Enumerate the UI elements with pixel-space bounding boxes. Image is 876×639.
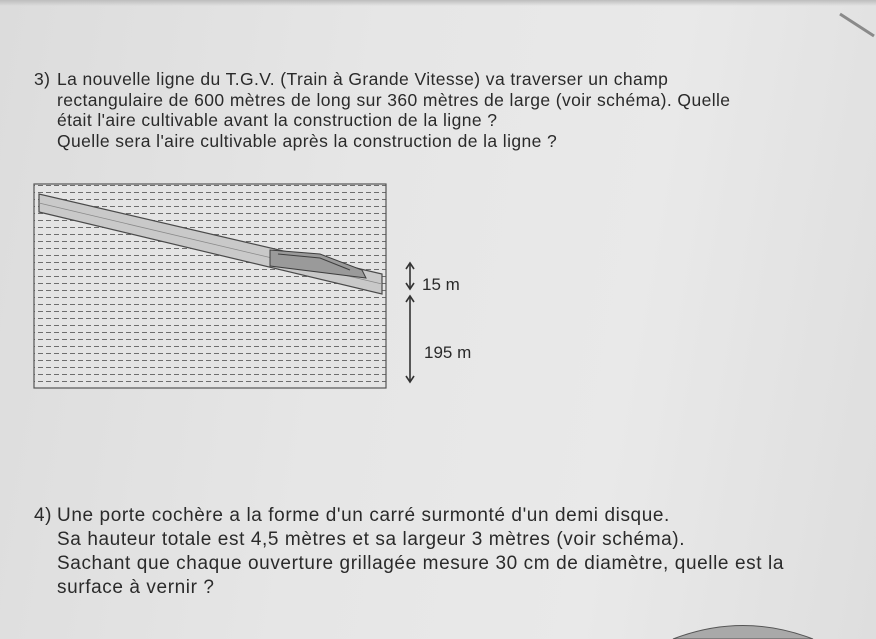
question-4-number: 4) <box>34 505 53 526</box>
door-diagram-top <box>668 618 818 639</box>
corner-mark <box>836 10 876 40</box>
arrow-15m-icon <box>406 263 414 289</box>
question-4-line-2: Sa hauteur totale est 4,5 mètres et sa largeur 3 mètres (voir schéma). <box>57 529 686 550</box>
label-195m: 195 m <box>424 343 472 362</box>
paper-edge <box>0 0 876 6</box>
question-4-line-1: 4) Une porte cochère a la forme d'un carré surmonté d'un demi disque. <box>34 505 670 526</box>
question-4-line-4: surface à vernir ? <box>57 577 215 598</box>
question-3 <box>34 69 844 151</box>
question-3-line-4: Quelle sera l'aire cultivable après la construction de la ligne ? <box>57 130 558 151</box>
question-3-line-1: 3) La nouvelle ligne du T.G.V. (Train à Grande Vitesse) va traverser un champ <box>34 69 669 89</box>
label-15m: 15 m <box>422 275 460 294</box>
question-3-line-3: était l'aire cultivable avant la construction de la ligne ? <box>57 110 498 130</box>
question-4-line-3: Sachant que chaque ouverture grillagée mesure 30 cm de diamètre, quelle est la <box>57 553 784 574</box>
question-3-number: 3) <box>34 69 51 89</box>
field-diagram <box>30 182 490 392</box>
question-3-line-2: rectangulaire de 600 mètres de long sur 360 mètres de large (voir schéma). Quelle <box>57 89 731 110</box>
arrow-195m-icon <box>406 296 414 382</box>
question-4 <box>34 504 876 600</box>
